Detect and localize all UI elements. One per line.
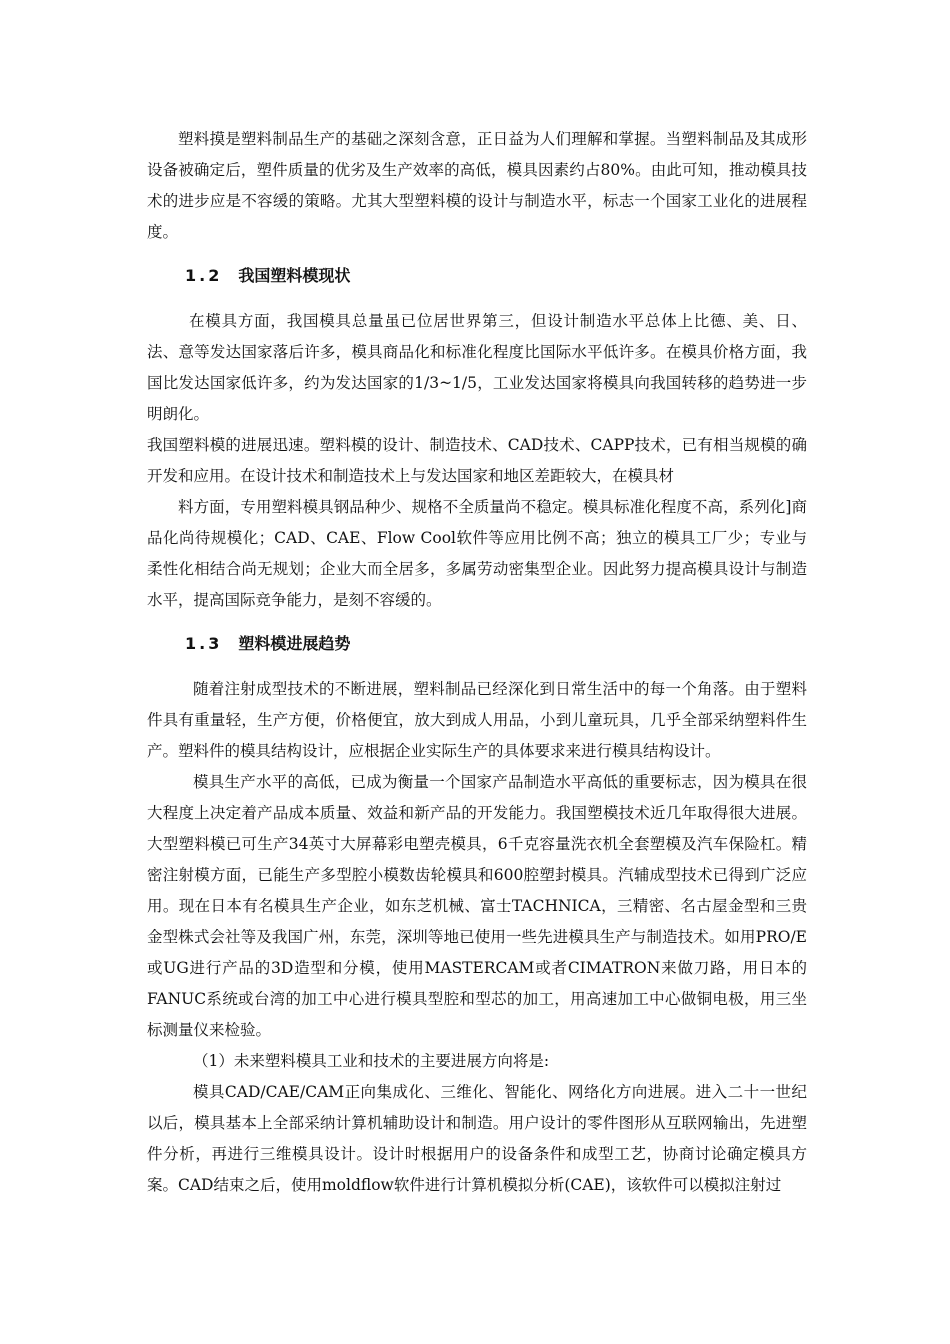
section-heading-1-3: [147, 629, 807, 659]
section-number: 1.2: [185, 266, 223, 285]
paragraph-injection-molding: 随着注射成型技术的不断进展，塑料制品已经深化到日常生活中的每一个角落。由于塑料件具有重量轻，生产方便，价格便宜，放大到成人用品，小到儿童玩具，几乎全部采纳塑料件生产。塑料件的模具结构设计，应根据企业实际生产的具体要求来进行模具结构设计。: [147, 680, 807, 760]
paragraph-cad-cae-cam: 模具CAD/CAE/CAM正向集成化、三维化、智能化、网络化方向进展。进入二十一世纪以后，模具基本上全部采纳计算机辅助设计和制造。用户设计的零件图形从互联网输出，先进塑件分析，再进行三维模具设计。设计时根据用户的设备条件和成型工艺，协商讨论确定模具方案。CAD结束之后，使用moldflow软件进行计算机模拟分析(CAE)，该软件可以模拟注射过: [147, 1083, 807, 1194]
document-body: [147, 124, 807, 1201]
paragraph-mold-status: 在模具方面，我国模具总量虽已位居世界第三，但设计制造水平总体上比德、美、日、法、意等发达国家落后许多，模具商品化和标准化程度比国际水平低许多。在模具价格方面，我国比发达国家低许多，约为发达国家的1/3~1/5，工业发达国家将模具向我国转移的趋势进一步明朗化。: [147, 312, 807, 423]
paragraph-future-directions-intro: （1）未来塑料模具工业和技术的主要进展方向将是:: [193, 1052, 550, 1070]
section-number: 1.3: [185, 634, 223, 653]
paragraph-development: 我国塑料模的进展迅速。塑料模的设计、制造技术、CAD技术、CAPP技术，已有相当规模的确开发和应用。在设计技术和制造技术上与发达国家和地区差距较大，在模具材: [147, 436, 807, 485]
paragraph-intro: 塑料摸是塑料制品生产的基础之深刻含意，正日益为人们理解和掌握。当塑料制品及其成形设备被确定后，塑件质量的优劣及生产效率的高低，模具因素约占80%。由此可知，推动模具技术的进步应是不容缓的策略。尤其大型塑料模的设计与制造水平，标志一个国家工业化的进展程度。: [147, 130, 807, 241]
paragraph-materials: 料方面，专用塑料模具钢品种少、规格不全质量尚不稳定。模具标准化程度不高，系列化]商品化尚待规模化；CAD、CAE、Flow Cool软件等应用比例不高；独立的模具工厂少；专业与柔性化相结合尚无规划；企业大而全居多，多属劳动密集型企业。因此努力提高模具设计与制造水平，提高国际竞争能力，是刻不容缓的。: [147, 498, 807, 609]
paragraph-production-level: 模具生产水平的高低，已成为衡量一个国家产品制造水平高低的重要标志，因为模具在很大程度上决定着产品成本质量、效益和新产品的开发能力。我国塑模技术近几年取得很大进展。大型塑料模已可生产34英寸大屏幕彩电塑壳模具，6千克容量洗衣机全套塑模及汽车保险杠。精密注射模方面，已能生产多型腔小模数齿轮模具和600腔塑封模具。汽辅成型技术已得到广泛应用。现在日本有名模具生产企业，如东芝机械、富士TACHNICA，三精密、名古屋金型和三贵金型株式会社等及我国广州，东莞，深圳等地已使用一些先进模具生产与制造技术。如用PRO/E或UG进行产品的3D造型和分模，使用MASTERCAM或者CIMATRON来做刀路，用日本的FANUC系统或台湾的加工中心进行模具型腔和型芯的加工，用高速加工中心做铜电极，用三坐标测量仪来检验。: [147, 773, 807, 1039]
section-heading-1-2: [147, 261, 807, 291]
section-title: 塑料模进展趋势: [238, 634, 351, 653]
section-title: 我国塑料模现状: [238, 266, 351, 285]
